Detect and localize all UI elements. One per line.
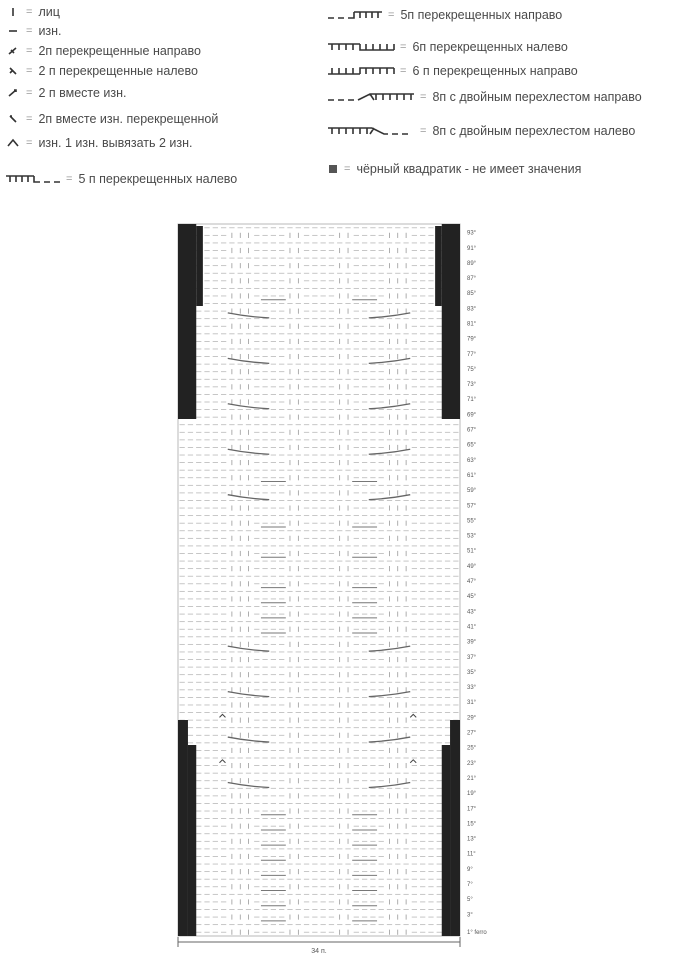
chart-grid	[178, 224, 460, 936]
row-label: 67°	[467, 427, 477, 434]
row-label: 93°	[467, 230, 477, 237]
legend-text: 5 п перекрещенных налево	[78, 172, 238, 186]
row-label: 55°	[467, 518, 477, 525]
legend-text: лиц	[38, 5, 60, 19]
row-label: 19°	[467, 791, 477, 798]
increase-caret-left	[219, 760, 225, 763]
row-label: 41°	[467, 624, 477, 631]
stitch-count-label: 34 п.	[311, 948, 327, 955]
legend-equals: =	[26, 6, 33, 18]
legend-text: 2 п перекрещенные налево	[38, 64, 198, 78]
row-label: 77°	[467, 351, 477, 358]
row-label: 21°	[467, 775, 477, 782]
row-label: 45°	[467, 594, 477, 601]
row-label: 43°	[467, 609, 477, 616]
row-label: 69°	[467, 412, 477, 419]
row-label: 85°	[467, 291, 477, 298]
black-border-bars	[178, 224, 460, 936]
row-label: 79°	[467, 336, 477, 343]
row-label: 73°	[467, 382, 477, 389]
row-label: 35°	[467, 669, 477, 676]
legend-equals: =	[26, 113, 33, 125]
row-label: 33°	[467, 685, 477, 692]
row-labels	[467, 231, 477, 919]
row-label: 39°	[467, 639, 477, 646]
legend-text: 6 п перекрещенных направо	[412, 64, 578, 78]
chart-border	[178, 224, 460, 936]
row-label: 9°	[467, 866, 473, 873]
black-bar-right-bottom-inner	[442, 745, 450, 936]
legend-equals: =	[400, 65, 407, 77]
legend-text: 2п перекрещенные направо	[38, 44, 201, 58]
row-label: 7°	[467, 882, 473, 889]
legend-equals: =	[66, 173, 73, 185]
row-label: 59°	[467, 488, 477, 495]
legend-text: изн.	[38, 24, 62, 38]
increase-caret-left	[219, 714, 225, 717]
black-bar-right-bottom	[450, 720, 460, 936]
black-bar-left-top	[178, 224, 196, 419]
legend-equals: =	[26, 137, 33, 149]
legend-text: 8п с двойным перехлестом направо	[432, 90, 642, 104]
row-label: 29°	[467, 715, 477, 722]
row-label: 23°	[467, 760, 477, 767]
row-label: 65°	[467, 442, 477, 449]
legend-equals: =	[388, 9, 395, 21]
legend-equals: =	[26, 65, 33, 77]
row-label: 51°	[467, 548, 477, 555]
black-bar-left-bottom	[178, 720, 188, 936]
row-label: 75°	[467, 366, 477, 373]
legend-equals: =	[420, 125, 427, 137]
black-bar-left-top-inner	[196, 226, 203, 306]
row-label: 25°	[467, 745, 477, 752]
row-label: 83°	[467, 306, 477, 313]
row-label: 17°	[467, 806, 477, 813]
row-label: 13°	[467, 836, 477, 843]
legend-text: чёрный квадратик - не имеет значения	[356, 162, 582, 176]
legend-text: 8п с двойным перехлестом налево	[432, 124, 636, 138]
increase-caret-right	[410, 714, 416, 717]
row-label: 47°	[467, 579, 477, 586]
legend-equals: =	[420, 91, 427, 103]
legend-text: 2п вместе изн. перекрещенной	[38, 112, 219, 126]
row-label: 37°	[467, 654, 477, 661]
row-label: 71°	[467, 397, 477, 404]
row-label: 27°	[467, 730, 477, 737]
row-label: 3°	[467, 912, 473, 919]
legend-text: изн. 1 изн. вывязать 2 изн.	[38, 136, 193, 150]
row-label: 53°	[467, 533, 477, 540]
legend-equals: =	[26, 87, 33, 99]
legend-equals: =	[400, 41, 407, 53]
row-label: 81°	[467, 321, 477, 328]
legend-equals: =	[344, 163, 351, 175]
legend-text: 2 п вместе изн.	[38, 86, 127, 100]
cable-symbols	[219, 300, 416, 921]
first-row-label: 1° ferro	[467, 930, 487, 936]
black-bar-right-top	[442, 224, 460, 419]
row-label: 61°	[467, 472, 477, 479]
legend-equals: =	[26, 45, 33, 57]
black-bar-right-top-inner	[435, 226, 442, 306]
row-label: 49°	[467, 563, 477, 570]
row-label: 87°	[467, 276, 477, 283]
row-label: 57°	[467, 503, 477, 510]
row-label: 11°	[467, 851, 476, 858]
legend-text: 6п перекрещенных налево	[412, 40, 568, 54]
legend-equals: =	[26, 25, 33, 37]
row-label: 31°	[467, 700, 477, 707]
row-label: 5°	[467, 897, 473, 904]
legend-text: 5п перекрещенных направо	[400, 8, 563, 22]
increase-caret-right	[410, 760, 416, 763]
row-label: 15°	[467, 821, 477, 828]
row-label: 91°	[467, 245, 477, 252]
row-label: 89°	[467, 260, 477, 267]
black-bar-left-bottom-inner	[188, 745, 196, 936]
row-label: 63°	[467, 457, 477, 464]
